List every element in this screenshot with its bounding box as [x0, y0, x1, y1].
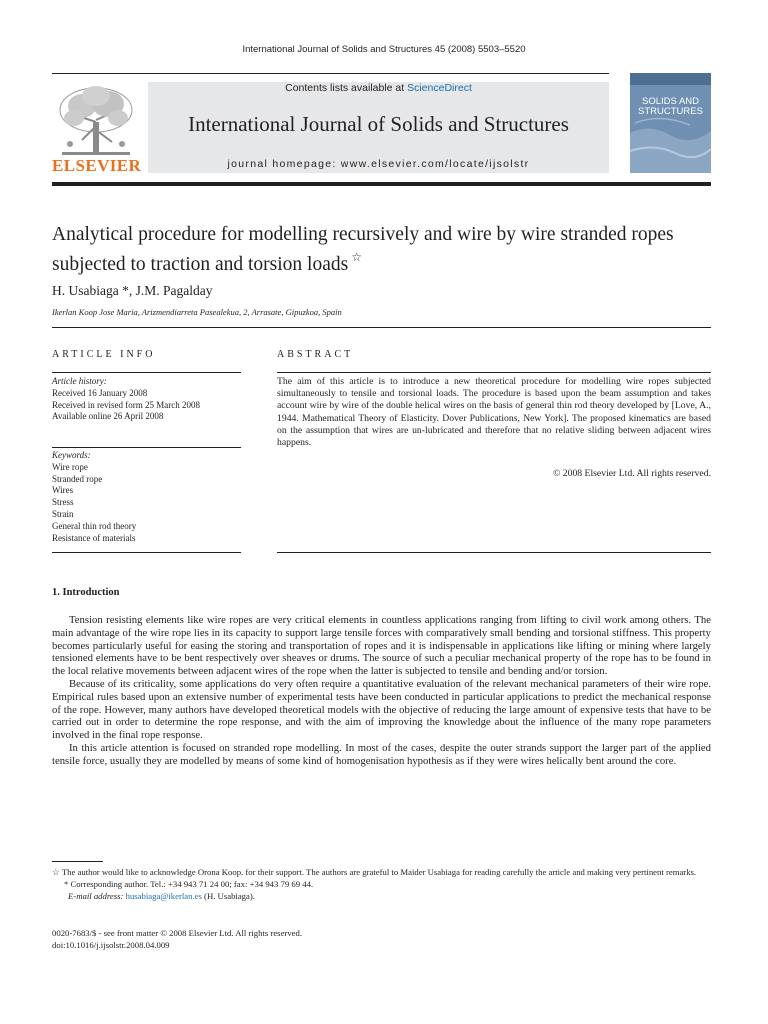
- footnotes: [52, 867, 711, 902]
- journal-name: International Journal of Solids and Structures: [188, 112, 569, 136]
- article-info-rule: [52, 372, 241, 373]
- cover-title-line2: STRUCTURES: [638, 106, 703, 117]
- email-link[interactable]: husabiaga@ikerlan.es: [125, 890, 202, 901]
- abstract-text: The aim of this article is to introduce a new theoretical procedure for modelling wire ropes subjected simultaneously to tensile and torsional loads. The procedure is based upon the beam assumption and takes account wire by wire of the double helical wires on the basis of general thin rod theory developed by [Love, A., 1944. Mathematical Theory of Elasticity. Dover Publications, New York]. The proposed kinematics are based on the assumption that wires are un-lubricated and therefore that no relative sliding between adjacent wires happens.: [277, 376, 711, 449]
- publication-info: [52, 928, 302, 952]
- doi-line[interactable]: doi:10.1016/j.ijsolstr.2008.04.009: [52, 939, 170, 950]
- article-title: [52, 223, 692, 276]
- keyword-item: Strain: [52, 508, 74, 519]
- abstract-copyright: © 2008 Elsevier Ltd. All rights reserved.: [552, 468, 711, 479]
- footnote-rule: [52, 861, 103, 862]
- footnote-text: Corresponding author. Tel.: +34 943 71 24 00; fax: +34 943 79 69 44.: [70, 878, 314, 889]
- article-title-text: Analytical procedure for modelling recursively and wire by wire stranded ropes subjected to traction and torsion loads: [52, 224, 674, 275]
- cover-title-line1: SOLIDS AND: [641, 96, 700, 107]
- contents-prefix: Contents lists available at: [285, 82, 408, 94]
- keywords: [52, 450, 241, 544]
- article-history: [52, 376, 241, 423]
- contents-line: [148, 82, 609, 94]
- footnote-email: [52, 891, 711, 903]
- article-authors: H. Usabiaga *, J.M. Pagalday: [52, 283, 213, 298]
- abstract-rule: [277, 372, 711, 373]
- keywords-rule: [52, 552, 241, 553]
- footnote-text: The author would like to acknowledge Orona Koop. for their support. The authors are grateful to Maider Usabiaga for reading carefully the article and making very pertinent remarks.: [61, 867, 697, 877]
- abstract-bottom-rule: [277, 552, 711, 553]
- footnote-corresponding: [52, 879, 711, 891]
- keywords-title: Keywords:: [52, 450, 91, 460]
- footnote-acknowledgement: [52, 867, 711, 879]
- top-rule: [52, 73, 609, 74]
- introduction-body: [52, 614, 711, 768]
- keyword-item: General thin rod theory: [52, 520, 137, 531]
- title-footnote-mark[interactable]: ☆: [351, 250, 362, 264]
- sciencedirect-link[interactable]: ScienceDirect: [407, 82, 472, 94]
- history-title: Article history:: [52, 376, 107, 386]
- email-label: E-mail address:: [68, 890, 124, 901]
- section-heading-introduction: 1. Introduction: [52, 587, 120, 598]
- keyword-item: Wire rope: [52, 461, 88, 472]
- keyword-item: Wires: [52, 485, 74, 496]
- history-rule: [52, 447, 241, 448]
- keyword-item: Resistance of materials: [52, 532, 136, 543]
- history-item: Received 16 January 2008: [52, 387, 148, 398]
- footnote-mark: ☆: [52, 867, 60, 877]
- email-suffix: (H. Usabiaga).: [204, 890, 255, 901]
- elsevier-logo-text: ELSEVIER: [52, 156, 142, 175]
- abstract-label: ABSTRACT: [277, 349, 354, 360]
- journal-cover-image: [630, 73, 711, 173]
- journal-homepage[interactable]: journal homepage: www.elsevier.com/locate/ijsolstr: [227, 158, 530, 170]
- masthead-bottom-rule: [52, 182, 711, 186]
- body-paragraph: In this article attention is focused on stranded rope modelling. In most of the cases, despite the outer strands support the larger part of the applied tensile force, usually they are modelled by means of some kind of homogenisation hypothesis as if they were wires helically bent around the core.: [52, 741, 711, 767]
- author-affiliation: Ikerlan Koop Jose Maria, Arizmendiarreta Pasealekua, 2, Arrasate, Gipuzkoa, Spain: [52, 307, 342, 317]
- body-paragraph: Tension resisting elements like wire ropes are very critical elements in countless applications ranging from lifting to civil work among others. The main advantage of the wire rope lies in its capacity to support large tensile forces with comparatively small bending and torsional stiffness. This property becomes particularly useful for easing the storing and transportation of ropes and it is indispensable in applications like lifting or mining where largely tensioned elements have to be bent respectively over sheaves or drums. The source of such a peculiar mechanical property of the rope has to be found in the local relative movements between adjacent wires of the rope when the latter is subjected to tensile and bending and/or torsion.: [52, 614, 711, 678]
- history-item: Available online 26 April 2008: [52, 411, 164, 422]
- elsevier-tree-logo-icon: [52, 82, 140, 160]
- body-paragraph: Because of its criticality, some applications do very often require a quantitative evaluation of the relevant mechanical parameters of their wire rope. Empirical rules based upon an extensive number of experimental tests have been conducted in particular applications to predict the mechanical response of the rope. However, many authors have developed theoretical models with the objective of reducing the large amount of expensive tests that have to be carried out in order to determine the rope response, and with the aim of improving the knowledge about the influence of the many rope parameters involved in the final rope response.: [52, 677, 711, 742]
- section-rule: [52, 327, 711, 328]
- keyword-item: Stranded rope: [52, 473, 103, 484]
- article-info-label: ARTICLE INFO: [52, 349, 156, 360]
- history-item: Received in revised form 25 March 2008: [52, 399, 200, 410]
- footnote-mark: *: [64, 878, 69, 889]
- issn-line: 0020-7683/$ - see front matter © 2008 Elsevier Ltd. All rights reserved.: [52, 928, 303, 938]
- journal-reference: International Journal of Solids and Structures 45 (2008) 5503–5520: [242, 44, 526, 55]
- keyword-item: Stress: [52, 497, 74, 508]
